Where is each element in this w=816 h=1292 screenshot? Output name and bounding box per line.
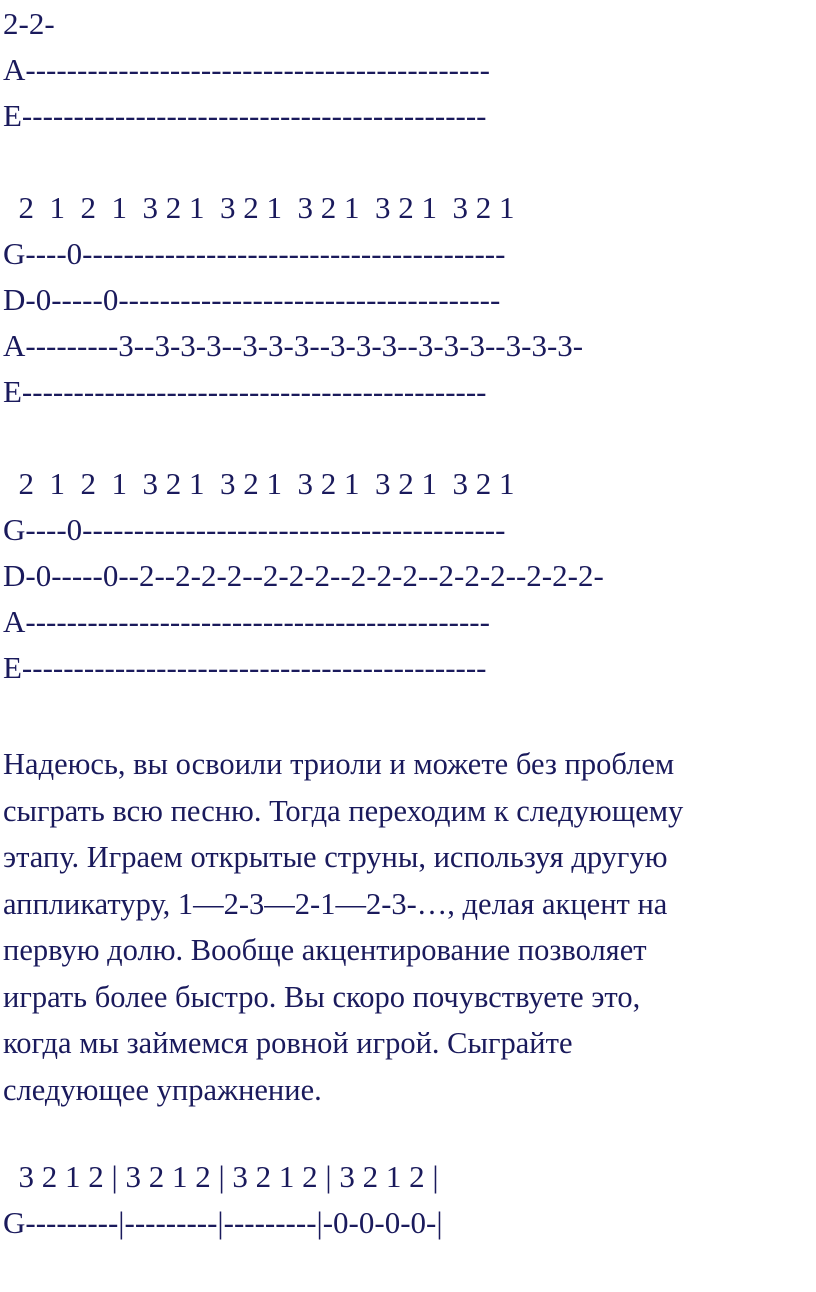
tab-string-g: G---------|---------|---------|-0-0-0-0-|	[3, 1205, 443, 1240]
paragraph-line: аппликатуру, 1—2-3—2-1—2-3-…, делая акцент на	[3, 886, 668, 921]
paragraph-line: Надеюсь, вы освоили триоли и можете без проблем	[3, 747, 675, 781]
tab-string-g: G----0-----------------------------------------	[3, 512, 506, 547]
tab-string-a: A---------3--3-3-3--3-3-3--3-3-3--3-3-3--3-3-3-	[3, 328, 584, 363]
count-line: 3 2 1 2 | 3 2 1 2 | 3 2 1 2 | 3 2 1 2 |	[3, 1159, 439, 1194]
tab-fragment-top: 2-2-	[3, 6, 55, 41]
tab-string-a: A---------------------------------------------	[3, 604, 490, 639]
tab-string-d: D-0-----0--2--2-2-2--2-2-2--2-2-2--2-2-2--2-2-2-	[3, 558, 604, 593]
tab-string-d: D-0-----0-------------------------------------	[3, 282, 501, 317]
paragraph-line: этапу. Играем открытые струны, используя другую	[3, 840, 668, 874]
count-line: 2 1 2 1 3 2 1 3 2 1 3 2 1 3 2 1 3 2 1	[3, 190, 515, 225]
tab-string-e: E---------------------------------------------	[3, 374, 487, 409]
tab-string-g: G----0-----------------------------------------	[3, 236, 506, 271]
tab-string-e: E---------------------------------------------	[3, 98, 487, 133]
tab-string-a: A---------------------------------------------	[3, 52, 490, 87]
body-paragraph	[3, 741, 803, 1113]
paragraph-line: следующее упражнение.	[3, 1072, 322, 1107]
paragraph-line: сыграть всю песню. Тогда переходим к следующему	[3, 793, 684, 828]
tab-string-e: E---------------------------------------------	[3, 650, 487, 685]
paragraph-line: первую долю. Вообще акцентирование позволяет	[3, 933, 647, 967]
paragraph-line: играть более быстро. Вы скоро почувствуете это,	[3, 979, 641, 1014]
paragraph-line: когда мы займемся ровной игрой. Сыграйте	[3, 1026, 573, 1060]
count-line: 2 1 2 1 3 2 1 3 2 1 3 2 1 3 2 1 3 2 1	[3, 466, 515, 501]
